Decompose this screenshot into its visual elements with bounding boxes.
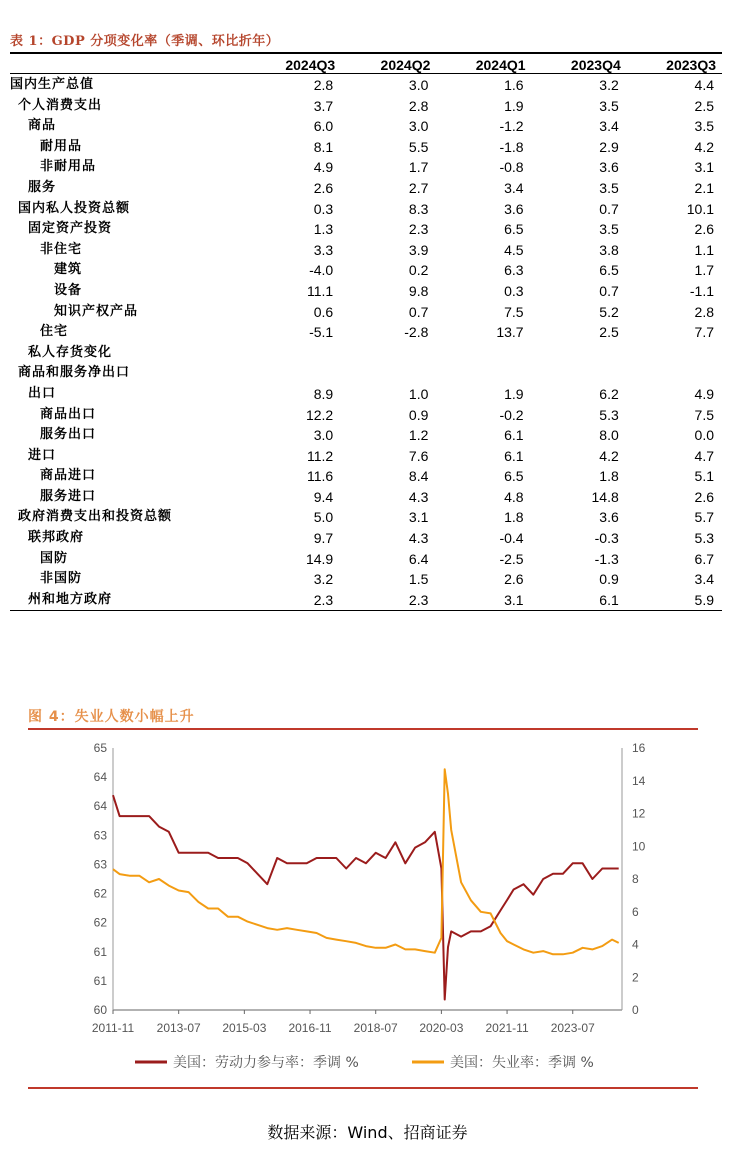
table-cell: 2.3 (408, 221, 429, 238)
table-cell (436, 363, 531, 384)
table-cell (246, 343, 341, 364)
table-row (10, 116, 722, 137)
table-cell: 12.2 (305, 406, 334, 423)
row-label: 非国防 (40, 571, 83, 587)
figure-title: 图 4：失业人数小幅上升 (28, 709, 195, 725)
line-chart (0, 730, 735, 1090)
table-cell: 1.7 (694, 262, 714, 279)
table-cell: 3.0 (408, 77, 429, 93)
row-label: 州和地方政府 (28, 591, 113, 607)
table-cell: 9.4 (313, 488, 334, 505)
left-tick-label: 61 (93, 973, 107, 988)
table-cell: 4.3 (408, 530, 429, 547)
table-cell (436, 343, 531, 364)
table-cell: 0.7 (599, 282, 619, 299)
right-tick-label: 4 (632, 937, 639, 952)
table-cell: -0.4 (499, 530, 524, 547)
table-body (10, 75, 722, 610)
right-tick-label: 0 (632, 1003, 639, 1017)
header-cell: 2023Q4 (570, 57, 621, 73)
table-cell: 2.8 (313, 77, 334, 93)
left-tick-label: 62 (93, 915, 107, 930)
row-label: 政府消费支出和投资总额 (18, 509, 173, 525)
table-row (10, 507, 722, 528)
table-cell: 3.1 (694, 159, 714, 176)
table-row (10, 199, 722, 220)
row-label: 国内生产总值 (10, 77, 95, 92)
table-cell: 2.6 (694, 488, 714, 505)
table-cell: 0.7 (408, 303, 429, 320)
table-cell (341, 363, 436, 384)
table-cell (246, 363, 341, 384)
table-row (10, 281, 722, 302)
table-cell (627, 363, 722, 384)
row-label: 非耐用品 (40, 159, 97, 175)
table-cell: 3.4 (504, 179, 524, 196)
table-cell: 3.6 (504, 200, 524, 217)
table-cell: 7.7 (694, 324, 714, 341)
row-label: 国内私人投资总额 (18, 200, 131, 216)
row-label: 商品 (28, 118, 57, 134)
table-cell: 2.9 (599, 138, 619, 155)
table-row (10, 260, 722, 281)
table-cell: 3.1 (504, 591, 524, 608)
table-cell: 3.5 (599, 97, 619, 114)
table-cell: 3.5 (599, 179, 619, 196)
left-tick-label: 64 (93, 799, 107, 814)
table-cell: 6.1 (599, 591, 619, 608)
table-cell: 8.1 (313, 138, 334, 155)
table-cell: 0.0 (694, 427, 714, 444)
table-cell: 0.9 (408, 406, 429, 423)
row-label: 非住宅 (40, 241, 83, 257)
table-cell: -2.5 (499, 550, 524, 567)
table-cell: 5.9 (694, 591, 714, 608)
table-cell: 1.9 (504, 97, 524, 114)
row-label: 服务出口 (40, 427, 97, 443)
table-cell: 1.3 (313, 221, 334, 238)
table-cell: 6.5 (504, 468, 524, 485)
table-row (10, 96, 722, 117)
left-tick-label: 61 (93, 944, 107, 959)
table-cell: 9.8 (408, 282, 429, 299)
table-cell: 4.8 (504, 488, 524, 505)
table-row (10, 487, 722, 508)
figure-bottom-rule (28, 1087, 698, 1089)
table-row (10, 178, 722, 199)
table-cell: 0.2 (408, 262, 429, 279)
table-cell (341, 343, 436, 364)
right-tick-label: 6 (632, 904, 639, 919)
table-cell: -1.1 (689, 282, 714, 299)
table-cell: 1.6 (504, 77, 524, 93)
table-cell: 0.9 (599, 571, 619, 588)
row-label: 个人消费支出 (18, 97, 103, 113)
row-label: 服务 (28, 179, 57, 195)
x-tick-label: 2015-03 (222, 1021, 267, 1035)
table-row (10, 219, 722, 240)
table-cell: 4.5 (504, 241, 524, 258)
table-row (10, 343, 722, 364)
table-cell: 3.0 (313, 427, 334, 444)
table-cell: 7.5 (694, 406, 714, 423)
table-cell: 3.6 (599, 159, 619, 176)
table-cell: 5.2 (599, 303, 619, 320)
table-cell: 4.9 (694, 385, 714, 402)
left-tick-label: 65 (93, 741, 107, 755)
table-cell: 5.5 (408, 138, 429, 155)
left-tick-label: 60 (93, 1003, 107, 1017)
table-cell: 6.7 (694, 550, 714, 567)
table-cell: -1.2 (499, 118, 524, 135)
table-row (10, 302, 722, 323)
table-cell: 6.4 (408, 550, 429, 567)
table-cell: 5.1 (694, 468, 714, 485)
x-tick-label: 2023-07 (550, 1021, 595, 1035)
row-label: 建筑 (54, 262, 83, 278)
series-line (113, 769, 619, 954)
table-cell: 10.1 (686, 200, 714, 217)
table-cell: 8.3 (408, 200, 429, 217)
table-cell: 3.3 (313, 241, 334, 258)
table-cell: -4.0 (309, 262, 334, 279)
table-cell: 3.0 (408, 118, 429, 135)
right-tick-label: 14 (632, 773, 646, 788)
right-tick-label: 10 (632, 839, 646, 854)
legend-label: 美国：劳动力参与率：季调 % (173, 1055, 359, 1071)
table-cell (532, 363, 627, 384)
table-row (10, 466, 722, 487)
table-cell: 2.7 (408, 179, 429, 196)
source-note: 数据来源：Wind、招商证券 (267, 1123, 468, 1142)
left-tick-label: 63 (93, 857, 107, 872)
header-cell: 2024Q2 (380, 57, 431, 73)
table-cell: 0.7 (599, 200, 619, 217)
table-cell: 3.4 (694, 571, 714, 588)
left-tick-label: 64 (93, 770, 107, 785)
table-cell: 5.7 (694, 509, 714, 526)
legend-label: 美国：失业率：季调 % (450, 1055, 594, 1071)
table-cell: 11.1 (306, 282, 334, 299)
x-tick-label: 2011-11 (91, 1021, 135, 1035)
table-cell: 8.9 (313, 385, 334, 402)
series-line (113, 795, 619, 999)
header-cell: 2024Q1 (475, 57, 526, 73)
table-cell: 8.4 (408, 468, 429, 485)
table-cell: 1.2 (408, 427, 429, 444)
table-cell: 3.2 (599, 77, 619, 93)
table-row (10, 137, 722, 158)
table-cell: 11.6 (306, 468, 334, 485)
table-row (10, 405, 722, 426)
row-label: 服务进口 (40, 488, 97, 504)
x-tick-label: 2018-07 (353, 1021, 398, 1035)
row-label: 联邦政府 (28, 530, 85, 546)
table-cell: 3.1 (408, 509, 429, 526)
table-cell: 7.5 (504, 303, 524, 320)
table-row (10, 569, 722, 590)
table-cell: 4.7 (694, 447, 714, 464)
x-tick-label: 2020-03 (419, 1021, 464, 1035)
table-cell: 2.5 (599, 324, 619, 341)
row-label: 商品进口 (40, 468, 97, 484)
table-cell: -0.3 (594, 530, 619, 547)
row-label: 耐用品 (40, 138, 83, 154)
table-cell: 5.0 (313, 509, 334, 526)
table-cell: 6.5 (504, 221, 524, 238)
table-cell (627, 343, 722, 364)
table-cell: -0.8 (499, 159, 524, 176)
table-cell: 3.6 (599, 509, 619, 526)
table-cell: 1.8 (599, 468, 619, 485)
table-cell: 2.5 (694, 97, 714, 114)
table-cell: 2.1 (694, 179, 714, 196)
row-label: 设备 (54, 282, 83, 298)
table-cell: 3.5 (694, 118, 714, 135)
table-row (10, 590, 722, 611)
table-cell: 0.3 (313, 200, 334, 217)
x-tick-label: 2021-11 (485, 1021, 529, 1035)
table-cell: 3.5 (599, 221, 619, 238)
row-label: 商品和服务净出口 (18, 365, 131, 381)
table-cell: 9.7 (313, 530, 334, 547)
header-cell (10, 55, 246, 75)
row-label: 住宅 (40, 324, 69, 340)
table-cell: 8.0 (599, 427, 619, 444)
table-cell: 11.2 (306, 447, 334, 464)
table-cell: -1.8 (499, 138, 524, 155)
table-cell: 1.7 (408, 159, 429, 176)
gdp-table (10, 55, 722, 610)
table-cell: 13.7 (496, 324, 524, 341)
table-cell: 6.5 (599, 262, 619, 279)
table-cell: 6.0 (313, 118, 334, 135)
left-tick-label: 63 (93, 828, 107, 843)
table-cell: 1.1 (694, 241, 714, 258)
table-cell: 2.8 (694, 303, 714, 320)
table-cell: -0.2 (499, 406, 524, 423)
row-label: 出口 (28, 385, 57, 401)
table-cell: -2.8 (404, 324, 429, 341)
table-cell: 4.2 (694, 138, 714, 155)
table-cell: 1.0 (408, 385, 429, 402)
table-cell: 6.1 (504, 427, 524, 444)
table-cell: 1.8 (504, 509, 524, 526)
row-label: 知识产权产品 (54, 303, 139, 319)
right-tick-label: 8 (632, 872, 639, 886)
table-row (10, 549, 722, 570)
table-cell: 4.3 (408, 488, 429, 505)
right-tick-label: 16 (632, 741, 646, 755)
table-row (10, 363, 722, 384)
table-cell: 2.6 (313, 179, 334, 196)
table-row (10, 75, 722, 96)
x-tick-label: 2016-11 (288, 1021, 332, 1035)
table-row (10, 528, 722, 549)
table-row (10, 240, 722, 261)
table-cell: 3.8 (599, 241, 619, 258)
table-row (10, 446, 722, 467)
table-cell: 5.3 (694, 530, 714, 547)
table-cell: 2.6 (504, 571, 524, 588)
table-cell: 3.2 (313, 571, 334, 588)
table-cell: -1.3 (594, 550, 619, 567)
table-cell: 1.9 (504, 385, 524, 402)
table-cell: 2.6 (694, 221, 714, 238)
table-cell: 6.2 (599, 385, 619, 402)
table-cell: 6.3 (504, 262, 524, 279)
x-tick-label: 2013-07 (156, 1021, 201, 1035)
row-label: 固定资产投资 (28, 221, 113, 237)
table-row (10, 384, 722, 405)
table-header-row (10, 55, 722, 75)
table-title: 表 1：GDP 分项变化率（季调、环比折年） (10, 34, 280, 49)
table-cell: 4.2 (599, 447, 619, 464)
table-cell: 14.8 (591, 488, 619, 505)
row-label: 私人存货变化 (28, 344, 113, 360)
table-top-rule (10, 52, 722, 54)
table-row (10, 322, 722, 343)
header-cell: 2024Q3 (285, 57, 336, 73)
table-cell: 3.4 (599, 118, 619, 135)
row-label: 国防 (40, 550, 69, 566)
row-label: 进口 (28, 447, 57, 463)
table-cell: 0.6 (313, 303, 334, 320)
right-tick-label: 2 (632, 970, 639, 985)
table-cell: 6.1 (504, 447, 524, 464)
table-cell: 2.8 (408, 97, 429, 114)
table-cell (532, 343, 627, 364)
table-cell: 14.9 (305, 550, 334, 567)
left-tick-label: 62 (93, 886, 107, 901)
table-cell: -5.1 (309, 324, 334, 341)
table-cell: 2.3 (313, 591, 334, 608)
table-cell: 0.3 (504, 282, 524, 299)
right-tick-label: 12 (632, 806, 646, 821)
table-cell: 7.6 (408, 447, 429, 464)
table-cell: 5.3 (599, 406, 619, 423)
row-label: 商品出口 (40, 406, 97, 422)
table-cell: 3.7 (313, 97, 334, 114)
table-cell: 1.5 (408, 571, 429, 588)
table-cell: 4.9 (313, 159, 334, 176)
table-row (10, 157, 722, 178)
table-row (10, 425, 722, 446)
table-cell: 2.3 (408, 591, 429, 608)
table-cell: 3.9 (408, 241, 429, 258)
table-cell: 4.4 (694, 77, 714, 93)
header-cell: 2023Q3 (666, 57, 716, 73)
